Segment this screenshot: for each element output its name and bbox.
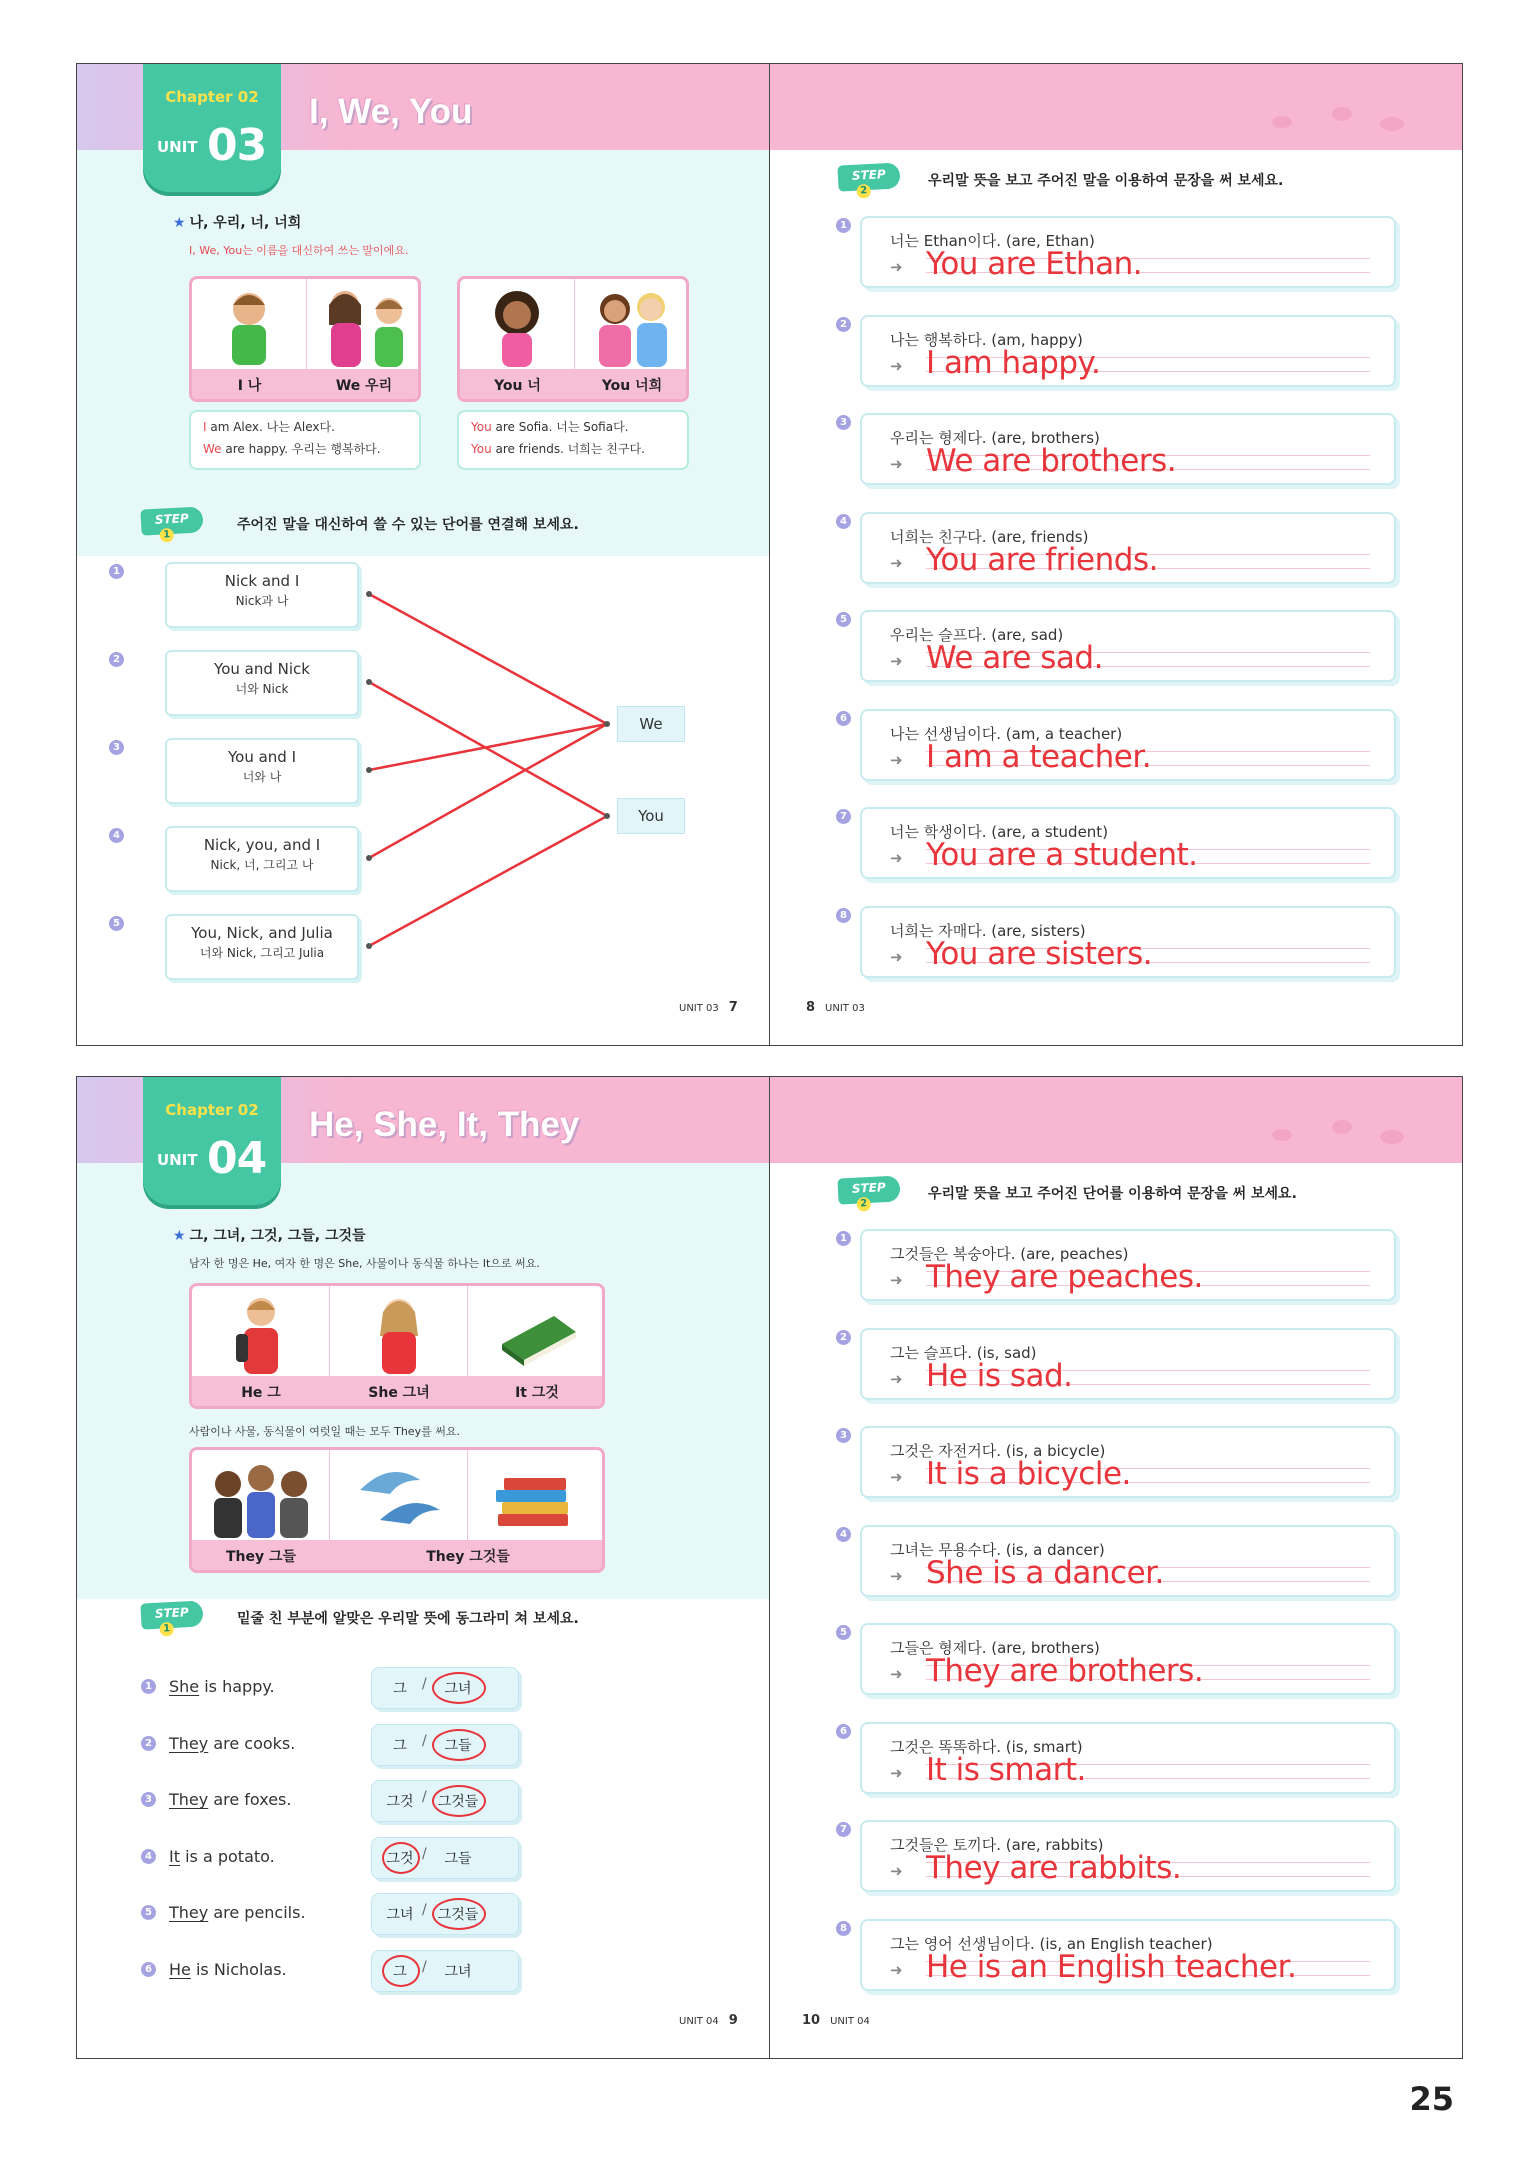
pronoun-card-4 bbox=[189, 1447, 605, 1573]
page-9 bbox=[76, 1076, 770, 2059]
option-2[interactable]: 그것들 bbox=[437, 1907, 479, 1923]
answer-row-8[interactable] bbox=[860, 1919, 1396, 1991]
page-10 bbox=[769, 1076, 1463, 2059]
underlined-pronoun: They bbox=[169, 1903, 209, 1922]
arrow-icon: ➜ bbox=[890, 750, 903, 769]
label-they-things: They 그것들 bbox=[426, 1549, 510, 1565]
answer-row-5[interactable] bbox=[860, 1623, 1396, 1695]
match-item-1[interactable]: Nick and I Nick과 나 bbox=[165, 562, 359, 628]
answer-text[interactable]: You are Ethan. bbox=[926, 246, 1143, 282]
answer-row-4[interactable] bbox=[860, 1525, 1396, 1597]
match-item-2[interactable]: You and Nick 너와 Nick bbox=[165, 650, 359, 716]
choice-box-5[interactable]: 그녀 / 그것들 bbox=[371, 1893, 519, 1935]
step-2-badge: STEP2 bbox=[838, 1177, 918, 1207]
page-footer: 10 UNIT 04 bbox=[802, 2013, 870, 2028]
step-1-badge: STEP1 bbox=[141, 508, 221, 538]
underlined-pronoun: She bbox=[169, 1677, 200, 1696]
item-number: 1 bbox=[109, 564, 124, 579]
item-number: 3 bbox=[836, 415, 851, 430]
pronoun-card-3 bbox=[189, 1283, 605, 1409]
answer-text[interactable]: You are a student. bbox=[926, 837, 1198, 873]
answer-row-2[interactable] bbox=[860, 315, 1396, 387]
example-box-1: I am Alex. 나는 Alex다. We are happy. 우리는 행복하다. bbox=[189, 410, 421, 470]
star-icon: ★ bbox=[173, 1228, 186, 1244]
arrow-icon: ➜ bbox=[890, 455, 903, 473]
item-number: 7 bbox=[836, 1822, 851, 1837]
prompt-text: 그는 슬프다. (is, sad) bbox=[890, 1343, 1037, 1362]
dolphins-illustration bbox=[330, 1450, 468, 1540]
arrow-icon: ➜ bbox=[890, 553, 903, 572]
option-2[interactable]: 그것들 bbox=[437, 1794, 479, 1810]
page-number: 25 bbox=[1409, 2080, 1454, 2118]
section-title: ★ 나, 우리, 너, 너희 bbox=[173, 215, 302, 231]
item-number: 6 bbox=[836, 1724, 851, 1739]
step-2-badge: STEP2 bbox=[838, 164, 918, 194]
underlined-pronoun: They bbox=[169, 1790, 209, 1809]
page-8 bbox=[769, 63, 1463, 1046]
answer-row-6[interactable] bbox=[860, 1722, 1396, 1794]
label-he: He 그 bbox=[241, 1385, 281, 1401]
answer-text[interactable]: We are brothers. bbox=[926, 443, 1177, 479]
item-number: 5 bbox=[109, 916, 124, 931]
arrow-icon: ➜ bbox=[890, 1369, 903, 1388]
item-number: 3 bbox=[836, 1428, 851, 1443]
sentence: They are cooks. bbox=[169, 1733, 296, 1753]
option-1[interactable]: 그 bbox=[393, 1963, 407, 1980]
step-1-instruction: 밑줄 친 부분에 알맞은 우리말 뜻에 동그라미 쳐 보세요. bbox=[237, 1611, 579, 1627]
option-1[interactable]: 그것 bbox=[386, 1794, 414, 1810]
book-illustration bbox=[468, 1286, 605, 1376]
answer-text[interactable]: It is a bicycle. bbox=[926, 1456, 1131, 1492]
chapter-label: Chapter 02 bbox=[165, 88, 259, 106]
arrow-icon: ➜ bbox=[890, 1566, 903, 1585]
answer-circle bbox=[432, 1672, 486, 1704]
cloud-decoration bbox=[1262, 1097, 1422, 1147]
item-number: 2 bbox=[141, 1736, 156, 1751]
sentence: It is a potato. bbox=[169, 1846, 275, 1866]
item-number: 5 bbox=[141, 1905, 156, 1920]
item-number: 3 bbox=[109, 740, 124, 755]
sentence: He is Nicholas. bbox=[169, 1959, 287, 1979]
answer-text[interactable]: He is sad. bbox=[926, 1357, 1073, 1394]
answer-text[interactable]: I am a teacher. bbox=[926, 738, 1152, 775]
prompt-text: 그것은 자전거다. (is, a bicycle) bbox=[890, 1442, 1106, 1460]
answer-row-2[interactable] bbox=[860, 1328, 1396, 1400]
answer-row-6[interactable] bbox=[860, 709, 1396, 781]
answer-row-7[interactable] bbox=[860, 1820, 1396, 1892]
answer-circle bbox=[432, 1785, 486, 1817]
prompt-text: 그것들은 토끼다. (are, rabbits) bbox=[890, 1836, 1104, 1854]
prompt-text: 나는 선생님이다. (am, a teacher) bbox=[890, 724, 1123, 743]
unit-badge bbox=[143, 1077, 281, 1205]
page-7 bbox=[76, 63, 770, 1046]
unit-label: UNIT bbox=[157, 138, 198, 156]
arrow-icon: ➜ bbox=[890, 356, 903, 375]
item-number: 2 bbox=[109, 652, 124, 667]
item-number: 4 bbox=[836, 514, 851, 529]
option-2[interactable]: 그들 bbox=[444, 1850, 472, 1867]
label-it: It 그것 bbox=[515, 1385, 559, 1401]
prompt-text: 그녀는 무용수다. (is, a dancer) bbox=[890, 1540, 1105, 1559]
unit-title: I, We, You bbox=[309, 92, 473, 131]
answer-text[interactable]: We are sad. bbox=[926, 640, 1103, 676]
option-1[interactable]: 그것 bbox=[386, 1850, 414, 1867]
option-1[interactable]: 그 bbox=[393, 1737, 407, 1754]
item-number: 2 bbox=[836, 317, 851, 332]
prompt-text: 그것들은 복숭아다. (are, peaches) bbox=[890, 1245, 1129, 1263]
item-number: 6 bbox=[141, 1962, 156, 1977]
boy-illustration bbox=[192, 1286, 330, 1376]
girl-illustration bbox=[330, 1286, 468, 1376]
women-illustration bbox=[192, 1450, 330, 1540]
page-footer: 8 UNIT 03 bbox=[806, 1000, 865, 1015]
choice-box-6[interactable]: 그 / 그녀 bbox=[371, 1950, 519, 1992]
item-number: 7 bbox=[836, 809, 851, 824]
answer-row-3[interactable] bbox=[860, 413, 1396, 485]
answer-row-4[interactable] bbox=[860, 512, 1396, 584]
item-number: 4 bbox=[141, 1849, 156, 1864]
answer-circle bbox=[432, 1729, 486, 1761]
item-number: 6 bbox=[836, 711, 851, 726]
answer-text[interactable]: It is smart. bbox=[926, 1751, 1086, 1788]
unit-label: UNIT bbox=[157, 1151, 198, 1169]
answer-row-1[interactable] bbox=[860, 1229, 1396, 1301]
answer-row-7[interactable] bbox=[860, 807, 1396, 879]
prompt-text: 우리는 슬프다. (are, sad) bbox=[890, 626, 1064, 644]
cloud-decoration bbox=[1262, 84, 1422, 134]
underlined-pronoun: He bbox=[169, 1959, 191, 1979]
sentence: She is happy. bbox=[169, 1677, 275, 1696]
item-number: 1 bbox=[836, 1231, 851, 1246]
choice-box-1[interactable]: 그 / 그녀 bbox=[371, 1667, 519, 1709]
item-number: 5 bbox=[836, 612, 851, 627]
step-1-badge: STEP1 bbox=[141, 1602, 221, 1632]
underlined-pronoun: They bbox=[169, 1733, 209, 1753]
answer-row-5[interactable] bbox=[860, 610, 1396, 682]
label-you: You 너 bbox=[494, 378, 541, 394]
option-2[interactable]: 그들 bbox=[444, 1737, 472, 1754]
answer-circle bbox=[382, 1842, 420, 1874]
prompt-text: 우리는 형제다. (are, brothers) bbox=[890, 429, 1100, 447]
prompt-text: 나는 행복하다. (am, happy) bbox=[890, 330, 1083, 349]
choice-box-3[interactable]: 그것 / 그것들 bbox=[371, 1780, 519, 1822]
books-illustration bbox=[468, 1450, 605, 1540]
label-she: She 그녀 bbox=[368, 1385, 430, 1401]
label-you-plural: You 너희 bbox=[601, 378, 663, 394]
example-box-2: You are Sofia. 너는 Sofia다. You are friends. 너희는 친구다. bbox=[457, 410, 689, 470]
step-2-instruction: 우리말 뜻을 보고 주어진 단어를 이용하여 문장을 써 보세요. bbox=[928, 1186, 1297, 1202]
target-we[interactable]: We bbox=[617, 706, 685, 742]
choice-box-2[interactable]: 그 / 그들 bbox=[371, 1724, 519, 1766]
chapter-label: Chapter 02 bbox=[165, 1101, 259, 1119]
option-2[interactable]: 그녀 bbox=[444, 1681, 472, 1697]
prompt-text: 너희는 자매다. (are, sisters) bbox=[890, 921, 1086, 940]
match-item-5[interactable]: You, Nick, and Julia 너와 Nick, 그리고 Julia bbox=[165, 914, 359, 980]
item-number: 5 bbox=[836, 1625, 851, 1640]
answer-text[interactable]: They are peaches. bbox=[926, 1259, 1203, 1295]
sentence: They are pencils. bbox=[169, 1903, 306, 1922]
step-2-instruction: 우리말 뜻을 보고 주어진 말을 이용하여 문장을 써 보세요. bbox=[928, 173, 1284, 189]
item-number: 8 bbox=[836, 1921, 851, 1936]
page-footer: UNIT 04 9 bbox=[679, 2013, 738, 2028]
match-lines bbox=[77, 64, 770, 1046]
answer-text[interactable]: You are friends. bbox=[926, 541, 1158, 578]
arrow-icon: ➜ bbox=[890, 1862, 903, 1880]
match-item-3[interactable]: You and I 너와 나 bbox=[165, 738, 359, 804]
answer-text[interactable]: You are sisters. bbox=[926, 935, 1153, 972]
arrow-icon: ➜ bbox=[890, 849, 903, 867]
arrow-icon: ➜ bbox=[890, 1665, 903, 1683]
section-title: ★ 그, 그녀, 그것, 그들, 그것들 bbox=[173, 1228, 366, 1244]
arrow-icon: ➜ bbox=[890, 947, 903, 966]
item-number: 1 bbox=[836, 218, 851, 233]
they-note: 사람이나 사물, 동식물이 여럿일 때는 모두 They를 써요. bbox=[189, 1425, 460, 1438]
item-number: 4 bbox=[109, 828, 124, 843]
prompt-text: 그것은 똑똑하다. (is, smart) bbox=[890, 1737, 1083, 1756]
sentence: They are foxes. bbox=[169, 1790, 292, 1809]
answer-text[interactable]: I am happy. bbox=[926, 344, 1101, 381]
item-number: 3 bbox=[141, 1792, 156, 1807]
arrow-icon: ➜ bbox=[890, 1468, 903, 1486]
answer-text[interactable]: She is a dancer. bbox=[926, 1554, 1164, 1591]
star-icon: ★ bbox=[173, 215, 186, 231]
label-we: We 우리 bbox=[335, 378, 393, 394]
prompt-text: 그는 영어 선생님이다. (is, an English teacher) bbox=[890, 1934, 1213, 1953]
answer-circle bbox=[432, 1898, 486, 1930]
section-note: 남자 한 명은 He, 여자 한 명은 She, 사물이나 동식물 하나는 It으로 써요. bbox=[189, 1257, 540, 1270]
arrow-icon: ➜ bbox=[890, 1271, 903, 1289]
unit-number: 04 bbox=[207, 1133, 267, 1184]
arrow-icon: ➜ bbox=[890, 1960, 903, 1979]
unit-title: He, She, It, They bbox=[309, 1105, 580, 1144]
match-item-4[interactable]: Nick, you, and I Nick, 너, 그리고 나 bbox=[165, 826, 359, 892]
answer-circle bbox=[382, 1955, 420, 1987]
choice-box-4[interactable]: 그것 / 그들 bbox=[371, 1837, 519, 1879]
step-1-instruction: 주어진 말을 대신하여 쓸 수 있는 단어를 연결해 보세요. bbox=[237, 517, 579, 533]
answer-text[interactable]: He is an English teacher. bbox=[926, 1948, 1297, 1985]
answer-row-8[interactable] bbox=[860, 906, 1396, 978]
item-number: 8 bbox=[836, 908, 851, 923]
answer-text[interactable]: They are brothers. bbox=[926, 1653, 1204, 1689]
option-2[interactable]: 그녀 bbox=[444, 1963, 472, 1980]
item-number: 2 bbox=[836, 1330, 851, 1345]
underlined-pronoun: It bbox=[169, 1846, 180, 1866]
item-number: 4 bbox=[836, 1527, 851, 1542]
label-they-people: They 그들 bbox=[225, 1549, 297, 1565]
item-number: 1 bbox=[141, 1679, 156, 1694]
prompt-text: 그들은 형제다. (are, brothers) bbox=[890, 1639, 1100, 1657]
section-note: I, We, You는 이름을 대신하여 쓰는 말이에요. bbox=[189, 244, 409, 257]
prompt-text: 너는 학생이다. (are, a student) bbox=[890, 823, 1109, 841]
option-1[interactable]: 그녀 bbox=[386, 1907, 414, 1923]
page-footer: UNIT 03 7 bbox=[679, 1000, 738, 1015]
answer-row-1[interactable] bbox=[860, 216, 1396, 288]
prompt-text: 너는 Ethan이다. (are, Ethan) bbox=[890, 232, 1095, 250]
arrow-icon: ➜ bbox=[890, 1763, 903, 1782]
target-you[interactable]: You bbox=[617, 798, 685, 834]
unit-number: 03 bbox=[207, 120, 267, 171]
answer-text[interactable]: They are rabbits. bbox=[926, 1850, 1182, 1886]
arrow-icon: ➜ bbox=[890, 258, 903, 276]
label-i: I 나 bbox=[237, 378, 262, 394]
arrow-icon: ➜ bbox=[890, 652, 903, 670]
prompt-text: 너희는 친구다. (are, friends) bbox=[890, 527, 1089, 546]
answer-row-3[interactable] bbox=[860, 1426, 1396, 1498]
option-1[interactable]: 그 bbox=[393, 1681, 407, 1697]
